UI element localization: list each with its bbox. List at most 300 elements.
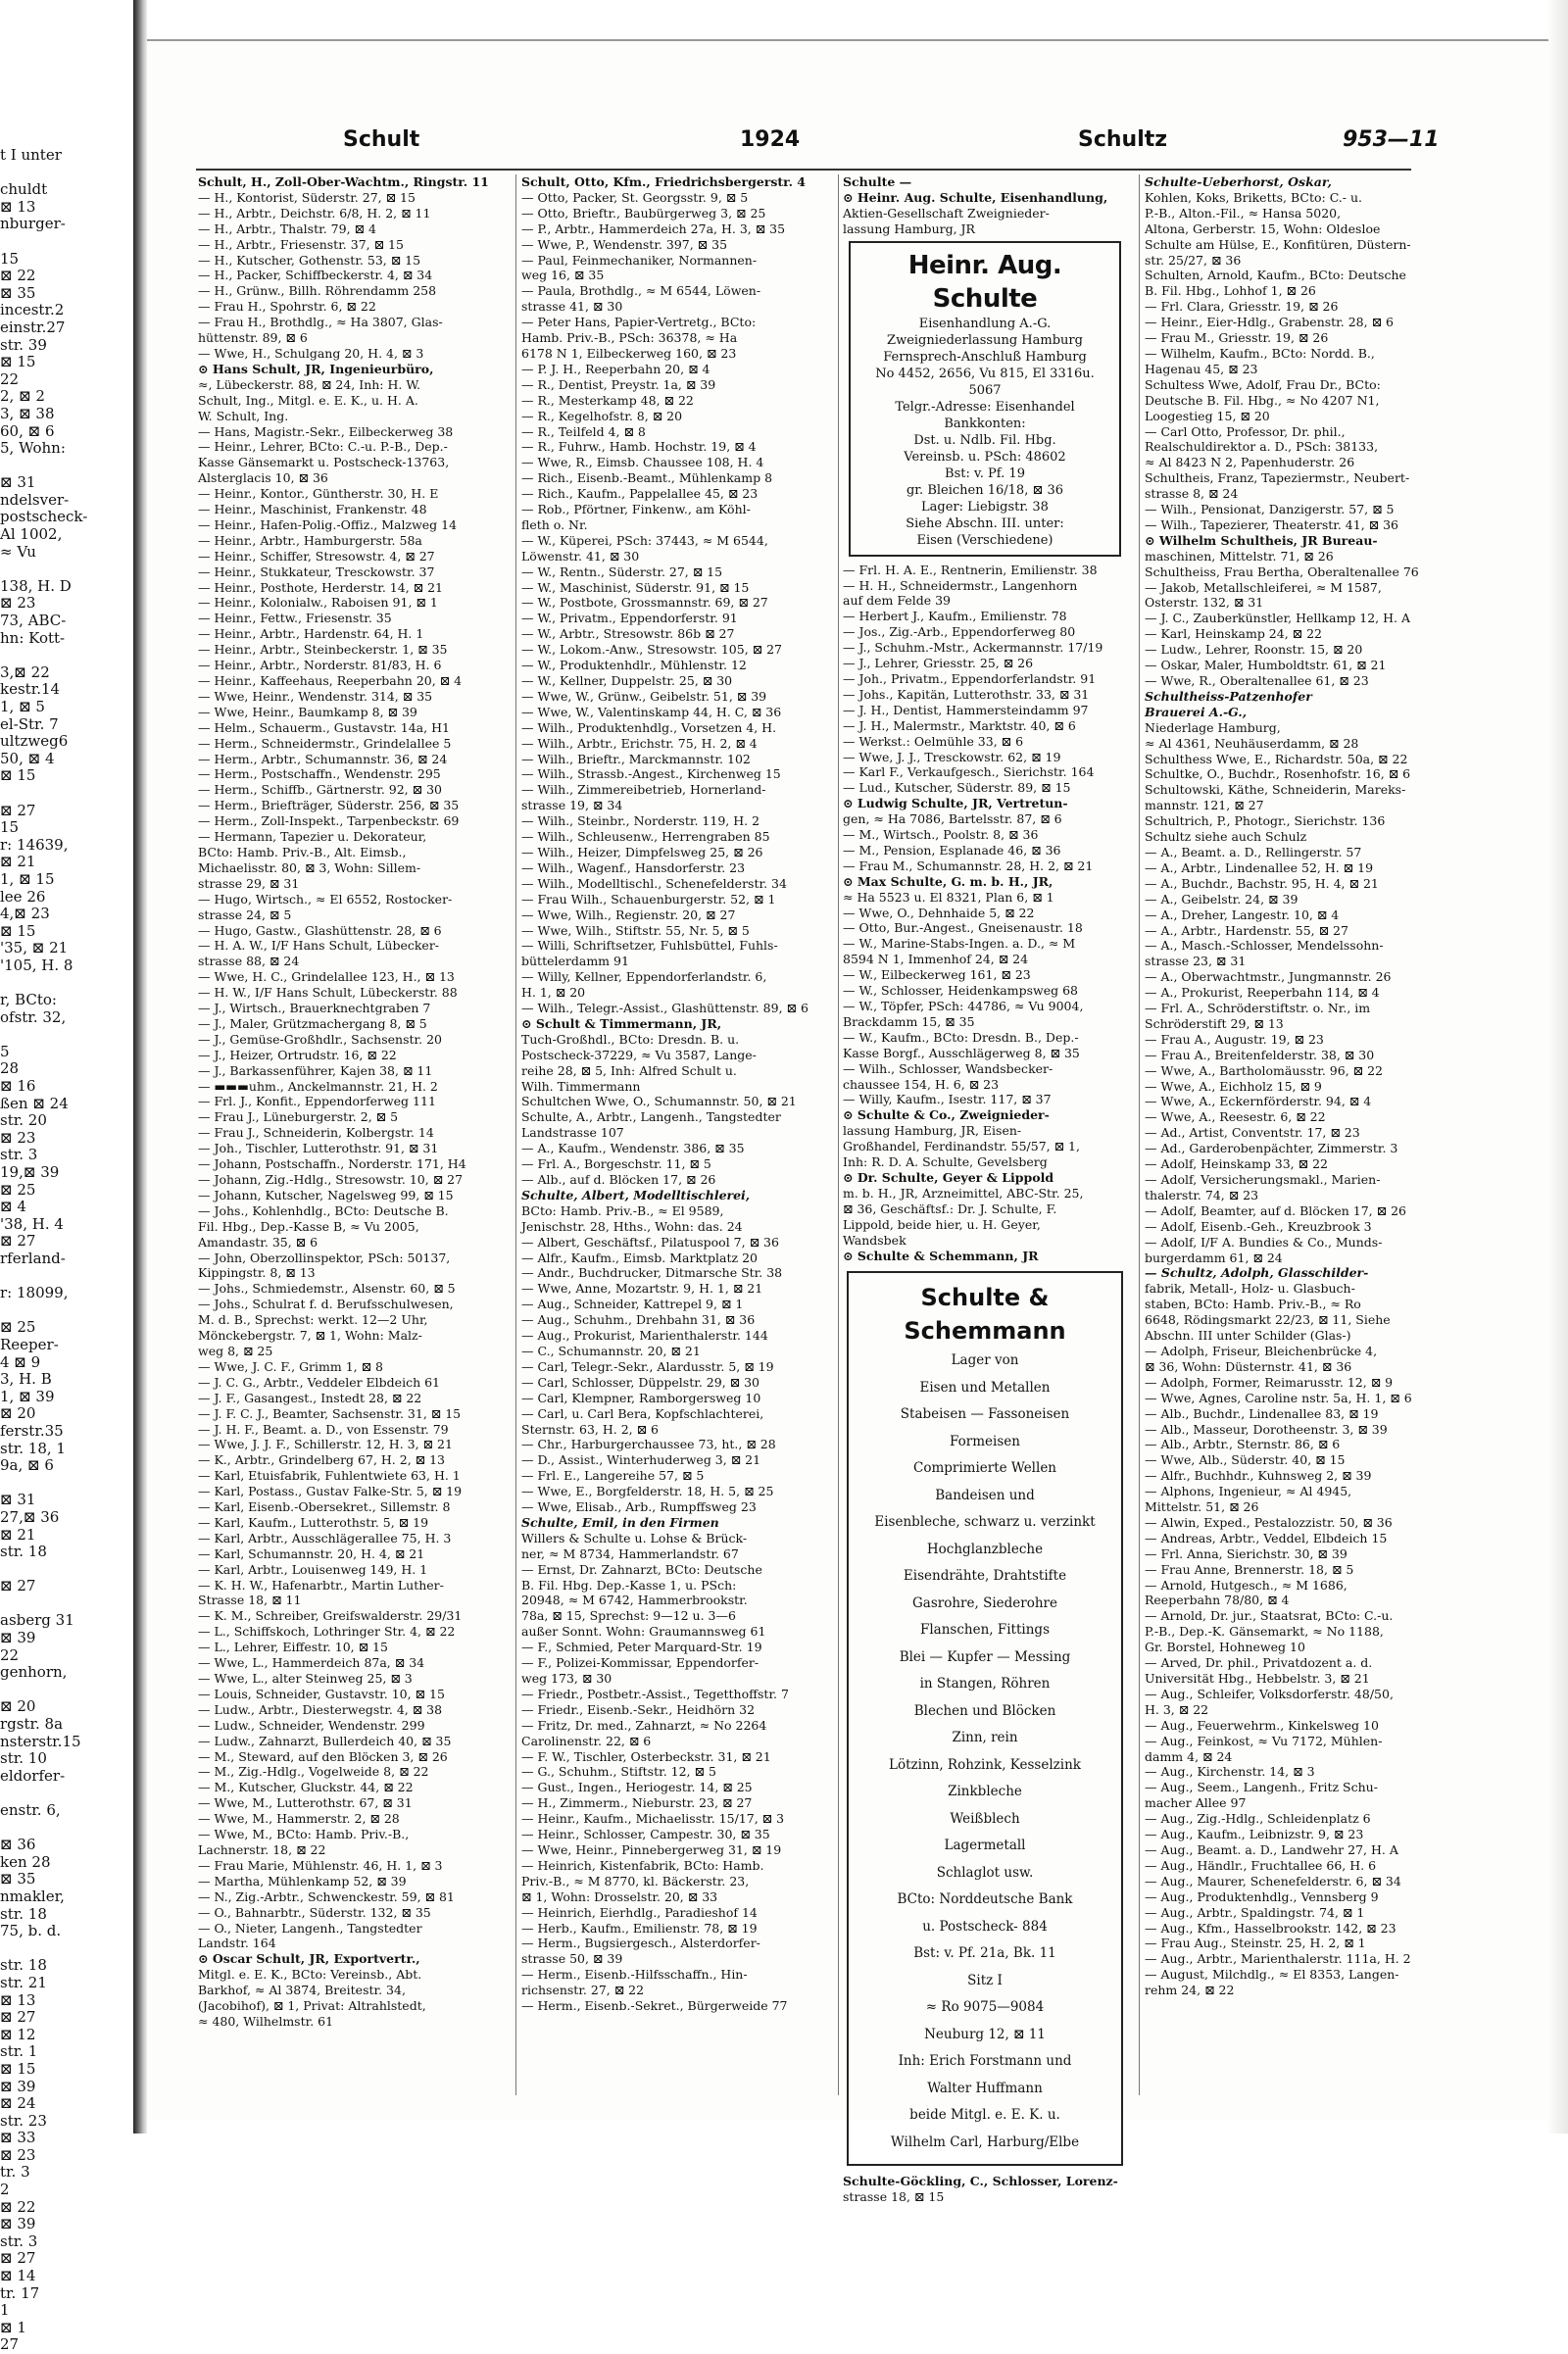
- directory-entry-line: Schultheis, Franz, Tapeziermstr., Neubert-: [1145, 470, 1410, 486]
- directory-entry-line: Schröderstift 29, ⊠ 13: [1145, 1015, 1284, 1031]
- directory-entry-line: außer Sonnt. Wohn: Graumannsweg 61: [521, 1624, 766, 1640]
- previous-page-line: 5: [0, 1042, 10, 1060]
- directory-entry-line: — W., Postbote, Grossmannstr. 69, ⊠ 27: [521, 595, 768, 611]
- directory-entry-line: — J., Lehrer, Griesstr. 25, ⊠ 26: [843, 656, 1034, 671]
- directory-entry-line: — Willi, Schriftsetzer, Fuhlsbüttel, Fuhls-: [521, 938, 778, 954]
- directory-entry-line: burgerdamm 61, ⊠ 24: [1145, 1250, 1283, 1265]
- directory-entry-line: — Wwe, J. J., Tresckowstr. 62, ⊠ 19: [843, 749, 1061, 764]
- directory-entry-line: — Frau Marie, Mühlenstr. 46, H. 1, ⊠ 3: [198, 1857, 443, 1873]
- directory-entry-line: — Heinr., Kaffeehaus, Reeperbahn 20, ⊠ 4: [198, 673, 463, 688]
- directory-entry-line: — Frau Aug., Steinstr. 25, H. 2, ⊠ 1: [1145, 1936, 1366, 1951]
- directory-entry-line: strasse 24, ⊠ 5: [198, 907, 292, 922]
- directory-entry-line: — Karl, Kaufm., Lutterothstr. 5, ⊠ 19: [198, 1514, 429, 1530]
- previous-page-line: [0, 1682, 125, 1699]
- directory-entry-line: Jenischstr. 28, Hths., Wohn: das. 24: [521, 1218, 743, 1234]
- directory-entry-line: — Frl. Anna, Sierichstr. 30, ⊠ 39: [1145, 1545, 1348, 1561]
- ad-body: [857, 1348, 1113, 2156]
- previous-page-line: str. 39: [0, 335, 47, 354]
- previous-page-line: el-Str. 7: [0, 714, 59, 733]
- directory-entry-line: — Frl. Clara, Griesstr. 19, ⊠ 26: [1145, 299, 1339, 315]
- directory-entry-line: — N., Zig.-Arbtr., Schwenckestr. 59, ⊠ 81: [198, 1888, 455, 1904]
- directory-entry-line: — Ludw., Schneider, Wendenstr. 299: [198, 1717, 425, 1733]
- directory-entry-line: Schulte am Hülse, E., Konfitüren, Düstern-: [1145, 236, 1411, 252]
- previous-page-line: lee 26: [0, 887, 46, 906]
- previous-page-text: [0, 147, 125, 2354]
- directory-entry-line: — Wwe, Wilh., Stiftstr. 55, Nr. 5, ⊠ 5: [521, 922, 750, 938]
- directory-entry-line: — Herm., Eisenb.-Hilfsschaffn., Hin-: [521, 1967, 748, 1983]
- directory-entry-line: — Jos., Zig.-Arb., Eppendorferweg 80: [843, 624, 1076, 640]
- directory-entry-line: gen, ≈ Ha 7086, Bartelsstr. 87, ⊠ 6: [843, 811, 1062, 827]
- directory-entry-line: — Karl, Schumannstr. 20, H. 4, ⊠ 21: [198, 1545, 425, 1561]
- directory-entry-line: ⊙ Wilhelm Schultheis, JR Bureau-: [1145, 532, 1378, 548]
- directory-entry-line: — Albert, Geschäftsf., Pilatuspool 7, ⊠ 36: [521, 1234, 779, 1250]
- directory-entry-line: — Heinr., Arbtr., Hamburgerstr. 58a: [198, 532, 422, 548]
- directory-entry-line: Hagenau 45, ⊠ 23: [1145, 361, 1258, 376]
- directory-entry-line: — Joh., Privatm., Eppendorferlandstr. 91: [843, 670, 1097, 686]
- directory-entry-line: 8594 N 1, Immenhof 24, ⊠ 24: [843, 952, 1029, 967]
- directory-entry-line: — R., Fuhrw., Hamb. Hochstr. 19, ⊠ 4: [521, 439, 757, 455]
- directory-entry-line: — H. A. W., I/F Hans Schult, Lübecker-: [198, 938, 440, 954]
- directory-entry-line: rehm 24, ⊠ 22: [1145, 1983, 1235, 1998]
- directory-entry-line: — Alb., Masseur, Dorotheenstr. 3, ⊠ 39: [1145, 1421, 1388, 1437]
- directory-entry-line: Reeperbahn 78/80, ⊠ 4: [1145, 1593, 1290, 1608]
- directory-entry-line: Schulte-Ueberhorst, Oskar,: [1145, 174, 1332, 189]
- directory-entry-line: reihe 28, ⊠ 5, Inh: Alfred Schult u.: [521, 1062, 737, 1078]
- directory-entry-line: Schulte, Albert, Modelltischlerei,: [521, 1187, 751, 1202]
- directory-entry-line: — Wwe, M., Lutterothstr. 67, ⊠ 31: [198, 1795, 413, 1811]
- directory-entry-line: — Peter Hans, Papier-Vertretg., BCto:: [521, 315, 757, 330]
- directory-entry-line: — Frau Wilh., Schauenburgerstr. 52, ⊠ 1: [521, 891, 776, 907]
- ad-line: Eisen (Verschiedene): [916, 532, 1054, 548]
- directory-entry-line: — Wwe, L., alter Steinweg 25, ⊠ 3: [198, 1671, 413, 1686]
- directory-entry-line: — Heinr., Arbtr., Steinbeckerstr. 1, ⊠ 35: [198, 642, 448, 658]
- directory-entry-line: — W., Maschinist, Süderstr. 91, ⊠ 15: [521, 579, 750, 595]
- directory-entry-line: — Aug., Händlr., Fruchtallee 66, H. 6: [1145, 1857, 1377, 1873]
- directory-entry-line: ⊙ Max Schulte, G. m. b. H., JR,: [843, 873, 1054, 889]
- directory-entry-line: — W., Töpfer, PSch: 44786, ≈ Vu 9004,: [843, 999, 1084, 1013]
- directory-entry-line: — Karl, Heinskamp 24, ⊠ 22: [1145, 626, 1323, 642]
- directory-entry-line: — Aug., Kfm., Hasselbrookstr. 142, ⊠ 23: [1145, 1920, 1396, 1936]
- scan-edge: [1548, 0, 1568, 2133]
- directory-page: [147, 39, 1558, 2205]
- ad-line: Hochglanzbleche: [926, 1541, 1044, 1557]
- directory-entry-line: strasse 19, ⊠ 34: [521, 798, 623, 813]
- directory-entry-line: — J., Schuhm.-Mstr., Ackermannstr. 17/19: [843, 640, 1103, 656]
- ad-line: Fernsprech-Anschluß Hamburg: [883, 349, 1087, 365]
- directory-entry-line: P.-B., Alton.-Fil., ≈ Hansa 5020,: [1145, 205, 1342, 221]
- column-3: [843, 174, 1127, 2205]
- previous-page-line: ⊠ 39: [0, 2077, 36, 2095]
- directory-entry-line: — J. C., Zauberkünstler, Hellkamp 12, H. A: [1145, 611, 1410, 626]
- directory-entry-line: — Andreas, Arbtr., Veddel, Elbdeich 15: [1145, 1530, 1388, 1545]
- directory-entry-line: ≈ Al 4361, Neuhäuserdamm, ⊠ 28: [1145, 735, 1359, 751]
- directory-entry-line: chaussee 154, H. 6, ⊠ 23: [843, 1076, 1000, 1092]
- directory-entry-line: — Ernst, Dr. Zahnarzt, BCto: Deutsche: [521, 1561, 762, 1577]
- directory-entry-line: — Frau H., Spohrstr. 6, ⊠ 22: [198, 299, 376, 315]
- directory-entry-line: Schult, Otto, Kfm., Friedrichsbergerstr. 4: [521, 174, 807, 189]
- directory-entry-line: — Wwe, Elisab., Arb., Rumpffsweg 23: [521, 1499, 757, 1515]
- book-gutter: [133, 0, 147, 2133]
- directory-entry-line: — Heinr., Arbtr., Hardenstr. 64, H. 1: [198, 626, 424, 642]
- ad-line: Vereinsb. u. PSch: 48602: [904, 449, 1066, 465]
- directory-entry-line: Schultheiss-Patzenhofer: [1145, 688, 1312, 704]
- directory-entry-line: Kasse Gänsemarkt u. Postscheck-13763,: [198, 455, 450, 470]
- directory-entry-line: — Louis, Schneider, Gustavstr. 10, ⊠ 15: [198, 1686, 445, 1701]
- directory-entry-line: — Hans, Magistr.-Sekr., Eilbeckerweg 38: [198, 423, 454, 439]
- directory-entry-line: Schulte, A., Arbtr., Langenh., Tangstedter: [521, 1109, 781, 1125]
- directory-entry-line: — A., Prokurist, Reeperbahn 114, ⊠ 4: [1145, 985, 1380, 1001]
- directory-entry-line: — Arnold, Dr. jur., Staatsrat, BCto: C.-u.: [1145, 1608, 1394, 1624]
- directory-entry-line: — Wwe, Wilh., Regienstr. 20, ⊠ 27: [521, 907, 736, 922]
- previous-page-line: hn: Kott-: [0, 628, 66, 647]
- previous-page-line: 22: [0, 369, 20, 388]
- directory-entry-line: Sternstr. 63, H. 2, ⊠ 6: [521, 1421, 659, 1437]
- directory-entry-line: strasse 23, ⊠ 31: [1145, 954, 1247, 969]
- column-3-top: [843, 174, 1127, 237]
- directory-entry-line: — A., Kaufm., Wendenstr. 386, ⊠ 35: [521, 1141, 745, 1156]
- previous-page-line: 1: [0, 2301, 10, 2320]
- previous-page-line: 73, ABC-: [0, 612, 67, 630]
- directory-entry-line: — Carl Otto, Professor, Dr. phil.,: [1145, 423, 1346, 439]
- directory-entry-line: — Adolf, Versicherungsmakl., Marien-: [1145, 1172, 1381, 1187]
- directory-entry-line: ⊙ Schulte & Schemmann, JR: [843, 1248, 1039, 1263]
- previous-page-line: Al 1002,: [0, 525, 63, 544]
- column-3-bottom: [843, 2174, 1127, 2205]
- directory-entry-line: — A., Geibelstr. 24, ⊠ 39: [1145, 891, 1298, 907]
- ad-line: Siehe Abschn. III. unter:: [906, 515, 1064, 531]
- directory-entry-line: — Paula, Brothdlg., ≈ M 6544, Löwen-: [521, 283, 761, 299]
- previous-page-line: ⊠ 35: [0, 1870, 36, 1888]
- previous-page-line: incestr.2: [0, 301, 65, 319]
- directory-entry-line: Osterstr. 132, ⊠ 31: [1145, 595, 1264, 611]
- directory-entry-line: — Frl. H. A. E., Rentnerin, Emilienstr. 38: [843, 562, 1098, 577]
- ad-line: Eisendrähte, Drahtstifte: [903, 1568, 1067, 1585]
- directory-entry-line: strasse 18, ⊠ 15: [843, 2189, 945, 2205]
- ad-line: gr. Bleichen 16/18, ⊠ 36: [906, 482, 1064, 498]
- previous-page-line: ⊠ 35: [0, 283, 36, 302]
- ad-line: Bandeisen und: [935, 1487, 1035, 1503]
- directory-entry-line: — Hugo, Gastw., Glashüttenstr. 28, ⊠ 6: [198, 922, 442, 938]
- previous-page-line: 15: [0, 249, 20, 268]
- directory-entry-line: — Aug., Prokurist, Marienthalerstr. 144: [521, 1328, 768, 1344]
- directory-entry-line: 78a, ⊠ 15, Sprechst: 9—12 u. 3—6: [521, 1608, 736, 1624]
- column-4: [1145, 174, 1429, 1998]
- page-number: 953—11: [1343, 127, 1440, 152]
- previous-page-line: 3, ⊠ 38: [0, 404, 55, 422]
- previous-page-line: r: 14639,: [0, 835, 69, 854]
- directory-entry-line: — Wwe, M., Hammerstr. 2, ⊠ 28: [198, 1811, 400, 1827]
- directory-entry-line: 6178 N 1, Eilbeckerweg 160, ⊠ 23: [521, 345, 737, 361]
- directory-entry-line: — Heinr., Kontor., Güntherstr. 30, H. E: [198, 486, 439, 502]
- directory-entry-line: Priv.-B., ≈ M 8770, kl. Bäckerstr. 23,: [521, 1873, 750, 1888]
- directory-entry-line: Gr. Borstel, Hohneweg 10: [1145, 1640, 1305, 1655]
- directory-entry-line: Hamb. Priv.-B., PSch: 36378, ≈ Ha: [521, 330, 738, 346]
- directory-entry-line: — Wwe, M., BCto: Hamb. Priv.-B.,: [198, 1827, 410, 1842]
- directory-entry-line: — Wilh., Heizer, Dimpfelsweg 25, ⊠ 26: [521, 844, 763, 859]
- directory-entry-line: — Herm., Schneidermstr., Grindelallee 5: [198, 735, 452, 751]
- directory-entry-line: — Herm., Schiffb., Gärtnerstr. 92, ⊠ 30: [198, 782, 442, 798]
- previous-page-line: str. 20: [0, 1111, 47, 1130]
- directory-entry-line: — Wilh., Brieftr., Marckmannstr. 102: [521, 751, 751, 766]
- previous-page-line: [0, 647, 125, 664]
- directory-entry-line: — Heinr., Kolonialw., Raboisen 91, ⊠ 1: [198, 595, 438, 611]
- ad-title: Heinr. Aug. Schulte: [907, 250, 1062, 314]
- previous-page-line: [0, 975, 125, 993]
- ad-line: Eisen und Metallen: [919, 1379, 1051, 1396]
- directory-entry-line: — Wwe, L., Hammerdeich 87a, ⊠ 34: [198, 1655, 425, 1671]
- previous-page-line: [0, 1026, 125, 1044]
- ad-line: Blechen und Blöcken: [913, 1702, 1056, 1719]
- previous-page-line: ⊠ 27: [0, 2008, 36, 2027]
- directory-entry-line: — Herm., Arbtr., Schumannstr. 36, ⊠ 24: [198, 751, 448, 766]
- directory-entry-line: — W., Kellner, Duppelstr. 25, ⊠ 30: [521, 673, 733, 688]
- previous-page-line: ≈ Vu: [0, 542, 36, 561]
- ad-line: Stabeisen — Fassoneisen: [900, 1406, 1070, 1423]
- directory-entry-line: hüttenstr. 89, ⊠ 6: [198, 330, 308, 346]
- directory-entry-line: ⊙ Ludwig Schulte, JR, Vertretun-: [843, 796, 1068, 811]
- ad-line: Gasrohre, Siederohre: [912, 1594, 1057, 1611]
- directory-entry-line: — Wilh., Strassb.-Angest., Kirchenweg 15: [521, 766, 781, 782]
- directory-entry-line: — Heinr., Fettw., Friesenstr. 35: [198, 611, 392, 626]
- directory-entry-line: — Johann, Postschaffn., Norderstr. 171, H4: [198, 1156, 466, 1172]
- previous-page-line: ken 28: [0, 1852, 51, 1871]
- directory-entry-line: — Aug., Schleifer, Volksdorferstr. 48/50,: [1145, 1686, 1394, 1701]
- previous-page-line: postscheck-: [0, 508, 88, 526]
- directory-entry-line: — Aug., Arbtr., Marienthalerstr. 111a, H. 2: [1145, 1951, 1411, 1967]
- directory-entry-line: — H., Arbtr., Thalstr. 79, ⊠ 4: [198, 221, 376, 236]
- directory-entry-line: — O., Nieter, Langenh., Tangstedter: [198, 1920, 422, 1936]
- directory-entry-line: H. 3, ⊠ 22: [1145, 1701, 1209, 1717]
- directory-entry-line: — Wwe, Agnes, Caroline nstr. 5a, H. 1, ⊠ 6: [1145, 1390, 1412, 1405]
- previous-page-line: [0, 233, 125, 251]
- directory-entry-line: — M., Wirtsch., Poolstr. 8, ⊠ 36: [843, 827, 1039, 843]
- previous-page-line: tr. 3: [0, 2163, 30, 2182]
- directory-entry-line: — H. H., Schneidermstr., Langenhorn: [843, 577, 1078, 593]
- previous-page-line: ⊠ 20: [0, 1697, 36, 1716]
- directory-entry-line: — J. H. F., Beamt. a. D., von Essenstr. 79: [198, 1421, 449, 1437]
- directory-entry-line: — Wwe, E., Borgfelderstr. 18, H. 5, ⊠ 25: [521, 1484, 774, 1499]
- previous-page-line: ⊠ 23: [0, 1128, 36, 1147]
- previous-page-line: ⊠ 12: [0, 2025, 36, 2043]
- directory-entry-line: Postscheck-37229, ≈ Vu 3587, Lange-: [521, 1047, 757, 1062]
- directory-entry-line: — Heinr., Kaufm., Michaelisstr. 15/17, ⊠ 3: [521, 1811, 785, 1827]
- directory-entry-line: ⊙ Schulte & Co., Zweignieder-: [843, 1107, 1050, 1123]
- directory-entry-line: — D., Assist., Winterhuderweg 3, ⊠ 21: [521, 1452, 761, 1468]
- directory-entry-line: — Frau Anne, Brennerstr. 18, ⊠ 5: [1145, 1561, 1354, 1577]
- directory-entry-line: P.-B., Dep.-K. Gänsemarkt, ≈ No 1188,: [1145, 1624, 1384, 1640]
- directory-entry-line: Alsterglacis 10, ⊠ 36: [198, 470, 328, 486]
- directory-entry-line: — Ludw., Arbtr., Diesterwegstr. 4, ⊠ 38: [198, 1701, 443, 1717]
- previous-page-line: ultzweg6: [0, 732, 69, 751]
- directory-entry-line: fabrik, Metall-, Holz- u. Glasbuch-: [1145, 1281, 1355, 1297]
- previous-page-strip: [0, 0, 137, 2354]
- header-first-name: Schult: [343, 127, 420, 152]
- directory-entry-line: — Herbert J., Kaufm., Emilienstr. 78: [843, 609, 1067, 624]
- directory-entry-line: — Johann, Kutscher, Nagelsweg 99, ⊠ 15: [198, 1187, 454, 1202]
- directory-entry-line: — Wwe, Heinr., Pinnebergerweg 31, ⊠ 19: [521, 1841, 782, 1857]
- directory-entry-line: — Wwe, O., Dehnhaide 5, ⊠ 22: [843, 905, 1035, 920]
- directory-entry-line: — Wwe, W., Valentinskamp 44, H. C, ⊠ 36: [521, 704, 782, 719]
- previous-page-line: ⊠ 23: [0, 2145, 36, 2164]
- directory-entry-line: — A., Arbtr., Hardenstr. 55, ⊠ 27: [1145, 922, 1348, 938]
- previous-page-line: ⊠ 4: [0, 1198, 26, 1216]
- previous-page-line: 2: [0, 2181, 10, 2199]
- directory-entry-line: — Aug., Feinkost, ≈ Vu 7172, Mühlen-: [1145, 1733, 1383, 1748]
- previous-page-line: str. 18: [0, 1904, 47, 1923]
- directory-entry-line: — Arnold, Hutgesch., ≈ M 1686,: [1145, 1577, 1348, 1593]
- ad-body: [858, 316, 1111, 549]
- previous-page-line: ⊠ 20: [0, 1404, 36, 1423]
- directory-entry-line: strasse 50, ⊠ 39: [521, 1951, 623, 1967]
- directory-entry-line: B. Fil. Hbg. Dep.-Kasse 1, u. PSch:: [521, 1577, 737, 1593]
- directory-entry-line: ⊙ Schult & Timmermann, JR,: [521, 1015, 722, 1031]
- directory-entry-line: — Alfr., Kaufm., Eimsb. Marktplatz 20: [521, 1250, 758, 1265]
- directory-entry-line: maschinen, Mittelstr. 71, ⊠ 26: [1145, 548, 1334, 564]
- directory-entry-line: — W., Privatm., Eppendorferstr. 91: [521, 611, 738, 626]
- directory-entry-line: — Frl. E., Langereihe 57, ⊠ 5: [521, 1468, 705, 1484]
- page-header: [196, 127, 1470, 167]
- directory-entry-line: — Otto, Packer, St. Georgsstr. 9, ⊠ 5: [521, 189, 749, 205]
- directory-entry-line: — Karl, Arbtr., Louisenweg 149, H. 1: [198, 1561, 428, 1577]
- ad-line: BCto: Norddeutsche Bank: [897, 1891, 1073, 1908]
- directory-entry-line: büttelerdamm 91: [521, 954, 629, 969]
- previous-page-line: str. 3: [0, 1146, 38, 1164]
- directory-entry-line: ⊙ Oscar Schult, JR, Exportvertr.,: [198, 1951, 420, 1967]
- directory-entry-line: — Johs., Kapitän, Lutterothstr. 33, ⊠ 31: [843, 686, 1090, 702]
- directory-entry-line: — H., Zimmerm., Nieburstr. 23, ⊠ 27: [521, 1795, 753, 1811]
- ad-line: Bst: v. Pf. 21a, Bk. 11: [913, 1945, 1056, 1962]
- directory-entry-line: — Fritz, Dr. med., Zahnarzt, ≈ No 2264: [521, 1717, 767, 1733]
- directory-entry-line: — Frau A., Augustr. 19, ⊠ 23: [1145, 1031, 1324, 1047]
- directory-entry-line: — A., Beamt. a. D., Rellingerstr. 57: [1145, 844, 1362, 859]
- previous-page-line: Reeper-: [0, 1335, 59, 1353]
- previous-page-line: ⊠ 27: [0, 801, 36, 819]
- directory-entry-line: Löwenstr. 41, ⊠ 30: [521, 548, 640, 564]
- previous-page-line: 5, Wohn:: [0, 439, 66, 458]
- directory-entry-line: — G., Schuhm., Stiftstr. 12, ⊠ 5: [521, 1764, 716, 1780]
- directory-entry-line: — Wilhelm, Kaufm., BCto: Nordd. B.,: [1145, 345, 1375, 361]
- previous-page-line: ⊠ 27: [0, 1577, 36, 1595]
- ad-line: ≈ Ro 9075—9084: [925, 1999, 1045, 2016]
- directory-entry-line: Wandsbek: [843, 1232, 906, 1248]
- directory-entry-line: — J. H., Malermstr., Marktstr. 40, ⊠ 6: [843, 717, 1076, 733]
- previous-page-line: rgstr. 8a: [0, 1715, 64, 1734]
- ad-line: beide Mitgl. e. E. K. u.: [909, 2107, 1060, 2124]
- column-3-middle: [843, 563, 1127, 1264]
- directory-entry-line: — Adolf, Eisenb.-Geh., Kreuzbrook 3: [1145, 1218, 1372, 1234]
- directory-entry-line: Schulten, Arnold, Kaufm., BCto: Deutsche: [1145, 268, 1406, 283]
- column-divider: [838, 174, 839, 2095]
- directory-entry-line: — K. H. W., Hafenarbtr., Martin Luther-: [198, 1577, 444, 1593]
- directory-entry-line: lassung Hamburg, JR: [843, 221, 975, 236]
- directory-entry-line: — Wilh., Steinbr., Norderstr. 119, H. 2: [521, 813, 760, 829]
- previous-page-line: [0, 1561, 125, 1579]
- directory-entry-line: staben, BCto: Hamb. Priv.-B., ≈ Ro: [1145, 1297, 1361, 1312]
- directory-entry-line: Kippingstr. 8, ⊠ 13: [198, 1265, 316, 1281]
- directory-entry-line: Tuch-Großhdl., BCto: Dresdn. B. u.: [521, 1031, 740, 1047]
- advertisement-heinr-aug-schulte: [849, 241, 1121, 557]
- directory-entry-line: — Heinr., Eier-Hdlg., Grabenstr. 28, ⊠ 6: [1145, 315, 1394, 330]
- previous-page-line: [0, 458, 125, 475]
- directory-entry-line: — Heinr., Arbtr., Norderstr. 81/83, H. 6: [198, 658, 442, 673]
- directory-entry-line: Brauerei A.-G.,: [1145, 704, 1248, 719]
- previous-page-line: 4 ⊠ 9: [0, 1352, 41, 1371]
- directory-entry-line: — W., Produktenhdlr., Mühlenstr. 12: [521, 658, 747, 673]
- previous-page-line: [0, 1595, 125, 1613]
- ad-line: u. Postscheck- 884: [922, 1918, 1048, 1935]
- directory-entry-line: — Schultz, Adolph, Glasschilder-: [1145, 1265, 1369, 1281]
- directory-entry-line: 20948, ≈ M 6742, Hammerbrookstr.: [521, 1593, 748, 1608]
- directory-entry-line: — Ludw., Zahnarzt, Bullerdeich 40, ⊠ 35: [198, 1733, 452, 1748]
- directory-entry-line: — Wilh., Arbtr., Erichstr. 75, H. 2, ⊠ 4: [521, 735, 758, 751]
- directory-entry-line: — Frl. J., Konfit., Eppendorferweg 111: [198, 1094, 436, 1109]
- directory-entry-line: — A., Arbtr., Lindenallee 52, H. ⊠ 19: [1145, 859, 1374, 875]
- directory-entry-line: — Arved, Dr. phil., Privatdozent a. d.: [1145, 1655, 1373, 1671]
- previous-page-line: nmakler,: [0, 1887, 65, 1905]
- directory-entry-line: — W., Marine-Stabs-Ingen. a. D., ≈ M: [843, 936, 1076, 952]
- directory-entry-line: — J., Barkassenführer, Kajen 38, ⊠ 11: [198, 1062, 433, 1078]
- directory-entry-line: Barkhof, ≈ Al 3874, Breitestr. 34,: [198, 1983, 406, 1998]
- advertisement-schulte-schemmann: [847, 1271, 1123, 2166]
- directory-entry-line: Schultke, O., Buchdr., Rosenhofstr. 16, ⊠ 6: [1145, 766, 1411, 782]
- directory-entry-line: — J. H., Dentist, Hammersteindamm 97: [843, 702, 1089, 717]
- previous-page-line: ⊠ 22: [0, 2197, 36, 2216]
- previous-page-line: chuldt: [0, 180, 48, 199]
- directory-entry-line: — Frau H., Brothdlg., ≈ Ha 3807, Glas-: [198, 315, 443, 330]
- previous-page-line: ⊠ 31: [0, 1491, 36, 1509]
- directory-entry-line: — Wwe, A., Reesestr. 6, ⊠ 22: [1145, 1109, 1326, 1125]
- directory-entry-line: Schultheiss, Frau Bertha, Oberaltenallee 76: [1145, 564, 1419, 579]
- ad-line: Zinn, rein: [952, 1730, 1018, 1746]
- previous-page-line: ⊠ 1: [0, 2318, 26, 2336]
- ad-line: Weißblech: [950, 1810, 1020, 1827]
- previous-page-line: ofstr. 32,: [0, 1007, 67, 1026]
- directory-entry-line: — Herm., Postschaffn., Wendenstr. 295: [198, 766, 441, 782]
- directory-entry-line: — Rob., Pförtner, Finkenw., am Köhl-: [521, 502, 751, 517]
- previous-page-line: ⊠ 27: [0, 1232, 36, 1251]
- previous-page-line: ⊠ 16: [0, 1077, 36, 1096]
- column-2: [521, 174, 835, 2014]
- directory-entry-line: Brackdamm 15, ⊠ 35: [843, 1013, 975, 1029]
- directory-entry-line: — Ad., Garderobenpächter, Zimmerstr. 3: [1145, 1141, 1398, 1156]
- directory-entry-line: — Rich., Eisenb.-Beamt., Mühlenkamp 8: [521, 470, 773, 486]
- previous-page-line: 138, H. D: [0, 576, 72, 595]
- directory-entry-line: — H., Kontorist, Süderstr. 27, ⊠ 15: [198, 189, 416, 205]
- header-last-name: Schultz: [1078, 127, 1168, 152]
- directory-entry-line: — P. J. H., Reeperbahn 20, ⊠ 4: [521, 361, 710, 376]
- directory-entry-line: — Andr., Buchdrucker, Ditmarsche Str. 38: [521, 1265, 783, 1281]
- directory-entry-line: — F. W., Tischler, Osterbeckstr. 31, ⊠ 21: [521, 1748, 771, 1764]
- previous-page-line: str. 21: [0, 1973, 47, 1991]
- column-divider: [515, 174, 516, 2095]
- previous-page-line: 27: [0, 2335, 20, 2354]
- directory-entry-line: — Aug., Zig.-Hdlg., Schleidenplatz 6: [1145, 1811, 1371, 1827]
- directory-entry-line: — Alphons, Ingenieur, ≈ Al 4945,: [1145, 1484, 1352, 1499]
- directory-entry-line: — Herm., Briefträger, Süderstr. 256, ⊠ 35: [198, 798, 460, 813]
- previous-page-line: [0, 1785, 125, 1802]
- directory-entry-line: — A., Buchdr., Bachstr. 95, H. 4, ⊠ 21: [1145, 875, 1379, 891]
- directory-entry-line: — Wilh., Pensionat, Danzigerstr. 57, ⊠ 5: [1145, 502, 1395, 517]
- previous-page-line: '105, H. 8: [0, 956, 74, 974]
- directory-entry-line: — Willy, Kellner, Eppendorferlandstr. 6,: [521, 969, 767, 985]
- directory-entry-line: — W., Kaufm., BCto: Dresdn. B., Dep.-: [843, 1029, 1079, 1045]
- directory-entry-line: — Martha, Mühlenkamp 52, ⊠ 39: [198, 1873, 407, 1888]
- previous-page-line: str. 3: [0, 2231, 38, 2250]
- directory-entry-line: — Wilh., Telegr.-Assist., Glashüttenstr. 89, ⊠ 6: [521, 1001, 808, 1016]
- previous-page-line: nsterstr.15: [0, 1732, 81, 1750]
- directory-entry-line: — Werkst.: Oelmühle 33, ⊠ 6: [843, 733, 1024, 749]
- directory-entry-line: — H., Arbtr., Deichstr. 6/8, H. 2, ⊠ 11: [198, 205, 431, 221]
